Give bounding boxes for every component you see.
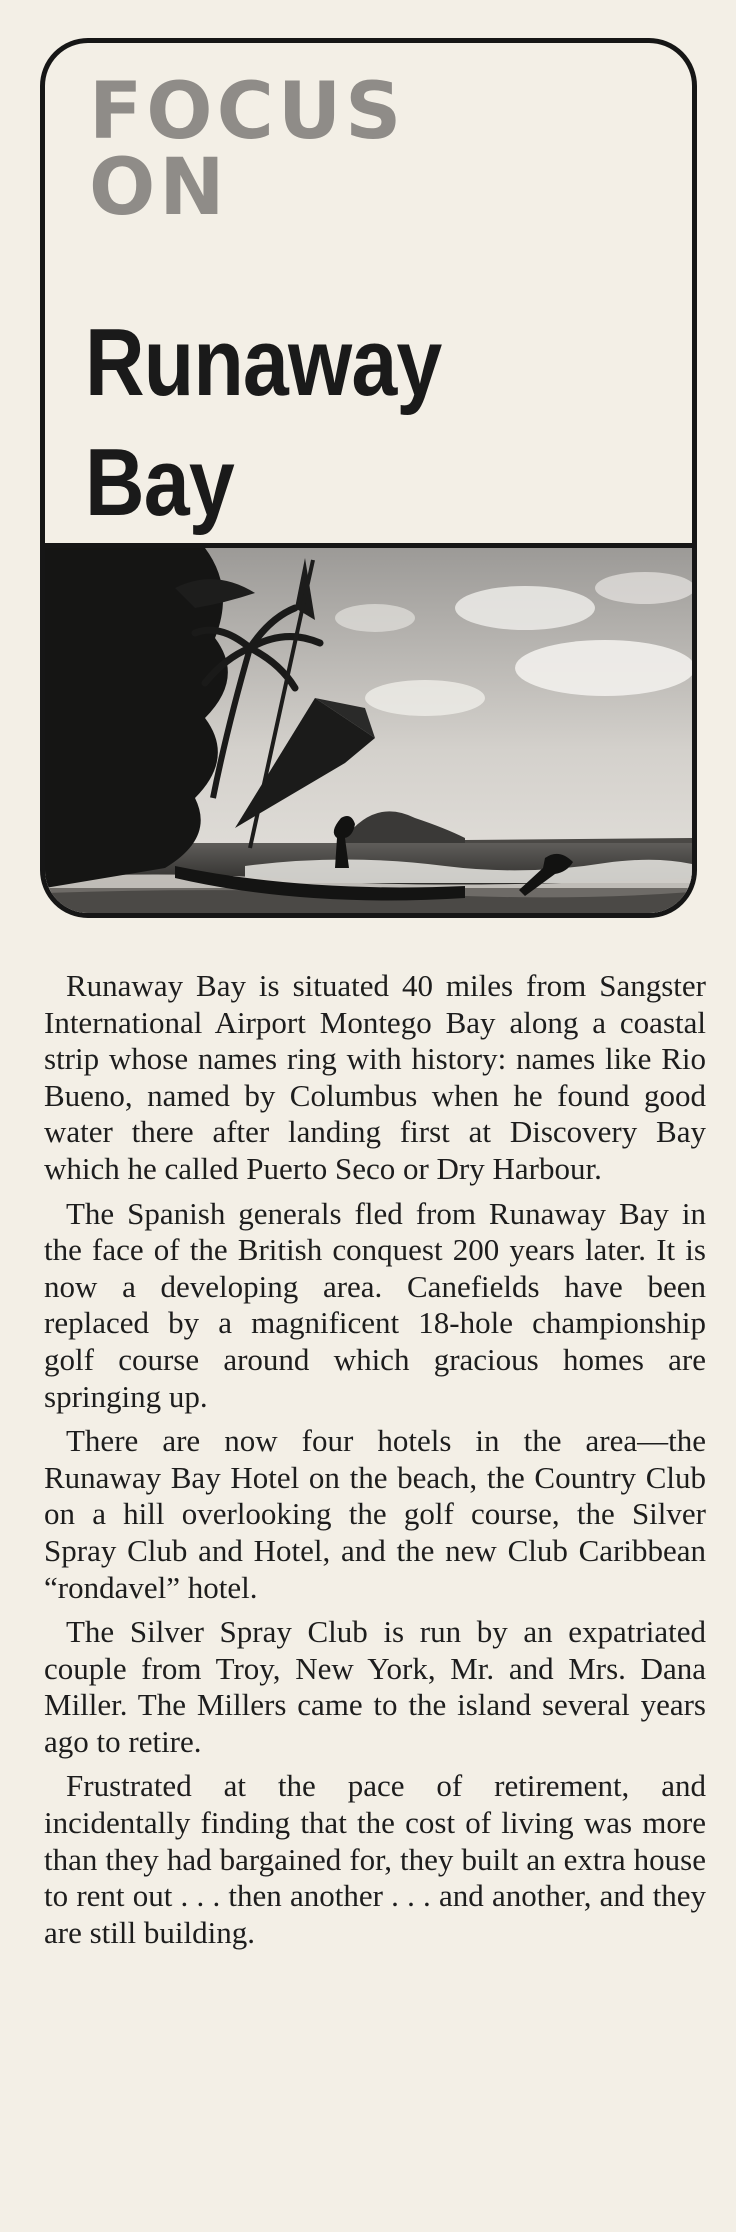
beach-photo <box>45 548 692 918</box>
feature-header-box <box>40 38 697 918</box>
headline-line2: Bay <box>85 429 234 536</box>
beach-photo-image <box>45 548 692 918</box>
kicker-on: ON <box>89 143 229 233</box>
article-paragraph: There are now four hotels in the area—the Runaway Bay Hotel on the beach, the Country Club on a hill overlooking the golf course, the Silver Spray Club and Hotel, and the new Club Caribbean “rondavel” hotel. <box>44 1423 706 1605</box>
headline-line1: Runaway <box>85 309 442 416</box>
article-paragraph: The Spanish generals fled from Runaway Bay in the face of the British conquest 200 years later. It is now a developing area. Canefields have been replaced by a magnificent 18-hole championship golf course around which gracious homes are springing up. <box>44 1195 706 1414</box>
article-paragraph: Frustrated at the pace of retirement, and incidentally finding that the cost of living was more than they had bargained for, they built an extra house to rent out . . . then another . . . and another, and they are still building. <box>44 1768 706 1950</box>
article-paragraph: The Silver Spray Club is run by an expatriated couple from Troy, New York, Mr. and Mrs. Dana Miller. The Millers came to the island several years ago to retire. <box>44 1614 706 1759</box>
article-paragraph: Runaway Bay is situated 40 miles from Sangster International Airport Montego Bay along a coastal strip whose names ring with history: names like Rio Bueno, named by Columbus when he found good water there after landing first at Discovery Bay which he called Puerto Seco or Dry Harbour. <box>44 968 706 1186</box>
kicker-focus: FOCUS <box>89 67 406 157</box>
article-body <box>44 968 706 1959</box>
